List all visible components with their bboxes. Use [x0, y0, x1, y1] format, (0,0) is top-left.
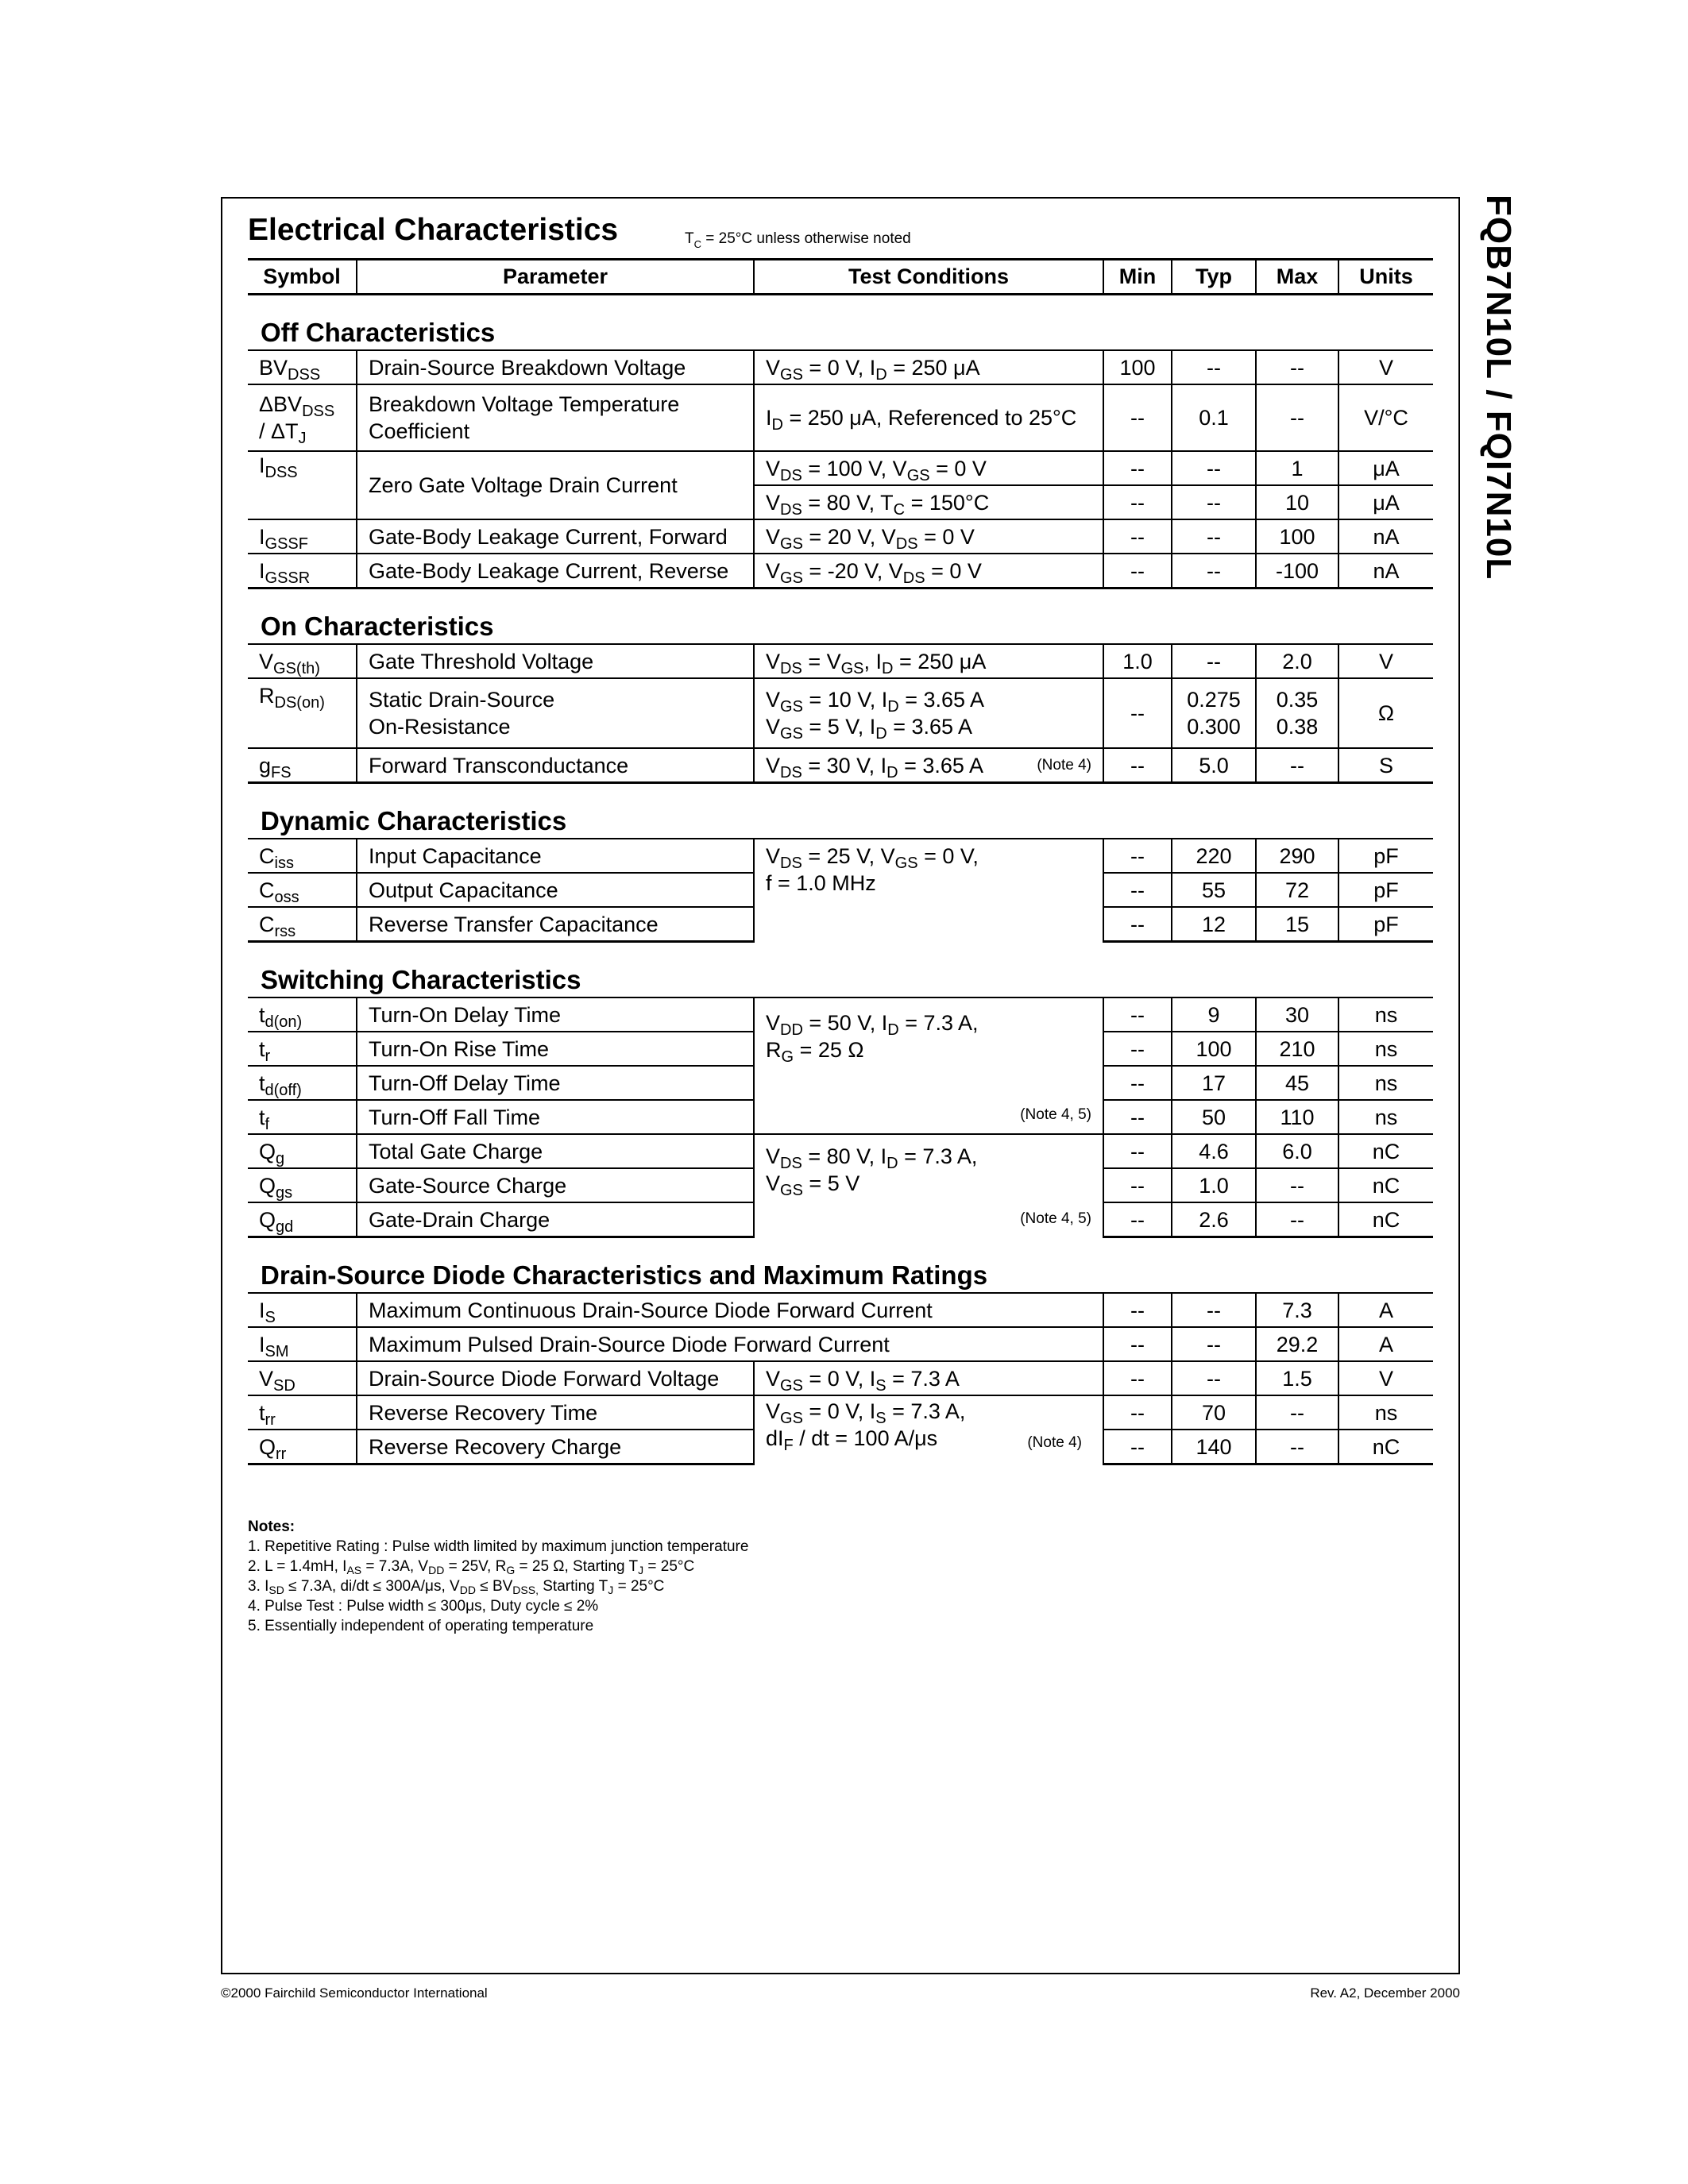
col-max: Max: [1256, 260, 1338, 295]
electrical-characteristics-table-wrap: [248, 258, 1433, 1465]
col-symbol: Symbol: [248, 260, 357, 295]
table-row: $Q_{gd}$ Gate-Drain Charge -- 2.6 -- nC: [248, 1202, 1433, 1237]
table-row: $C_{rss}$ Reverse Transfer Capacitance -- 12 15 pF: [248, 907, 1433, 942]
electrical-characteristics-table: [248, 258, 1433, 1465]
table-row: $g_{FS}$ Forward Transconductance $V_{DS} = 30$ V, $I_D = 3.65$ A (Note 4) -- 5.0 -- S: [248, 748, 1433, 783]
table-row: $I_S$ Maximum Continuous Drain-Source Diode Forward Current -- -- 7.3 A: [248, 1293, 1433, 1327]
table-row: $C_{iss}$ Input Capacitance $V_{DS} = 25$ V, $V_{GS} = 0$ V, f = 1.0 MHz -- 220 290 pF: [248, 839, 1433, 873]
col-typ: Typ: [1172, 260, 1256, 295]
note-4: 4. Pulse Test : Pulse width ≤ 300μs, Duty cycle ≤ 2%: [248, 1598, 599, 1615]
table-row: $t_{rr}$ Reverse Recovery Time $V_{GS} = 0$ V, $I_S = 7.3$ A, $dI_F$ / dt = 100 A/μs (Note 4) -- 70 -- ns: [248, 1395, 1433, 1430]
table-row: $t_r$ Turn-On Rise Time -- 100 210 ns: [248, 1032, 1433, 1066]
table-row: $V_{DS} = 80$ V, $T_C = 150^\circ C$ -- -- 10 μA: [248, 485, 1433, 519]
table-row: $V_{SD}$ Drain-Source Diode Forward Voltage $V_{GS} = 0$ V, $I_S = 7.3$ A -- -- 1.5 V: [248, 1361, 1433, 1395]
test-condition-note: $T_C = 25^\circ C$ unless otherwise noted: [685, 230, 911, 250]
col-parameter: Parameter: [357, 260, 754, 295]
table-row: $Q_g$ Total Gate Charge $V_{DS} = 80$ V, $I_D = 7.3$ A, $V_{GS} = 5$ V (Note 4, 5) -- 4.6 6.0 nC: [248, 1134, 1433, 1168]
section-title-diode: Drain-Source Diode Characteristics and Maximum Ratings: [261, 1260, 988, 1290]
part-number-side-title: FQB7N10L / FQI7N10L: [1479, 195, 1518, 581]
page-title: Electrical Characteristics: [248, 213, 619, 247]
table-row: $I_{GSSR}$ Gate-Body Leakage Current, Reverse $V_{GS} = -20$ V, $V_{DS} = 0$ V -- -- -100 nA: [248, 554, 1433, 588]
notes-block: [248, 1517, 748, 1636]
section-title-dynamic: Dynamic Characteristics: [261, 806, 567, 835]
section-title-on: On Characteristics: [261, 612, 494, 641]
table-row: $t_f$ Turn-Off Fall Time -- 50 110 ns: [248, 1100, 1433, 1134]
table-row: $R_{DS(on)}$ Static Drain-Source On-Resistance $V_{GS} = 10$ V, $I_D = 3.65$ A $V_{GS} = 5$ V, $I_D = 3.65$ A -- 0.275 0.300 0.35 0.38 Ω: [248, 678, 1433, 748]
table-row: $I_{GSSF}$ Gate-Body Leakage Current, Forward $V_{GS} = 20$ V, $V_{DS} = 0$ V -- -- 100 nA: [248, 519, 1433, 554]
table-row: $t_{d(on)}$ Turn-On Delay Time $V_{DD} = 50$ V, $I_D = 7.3$ A, $R_G = 25$ Ω (Note 4, 5) -- 9 30 ns: [248, 997, 1433, 1032]
section-title-switching: Switching Characteristics: [261, 965, 581, 994]
note-1: 1. Repetitive Rating : Pulse width limited by maximum junction temperature: [248, 1538, 749, 1555]
table-row: $Q_{rr}$ Reverse Recovery Charge -- 140 -- nC: [248, 1430, 1433, 1464]
table-header: [248, 260, 1433, 295]
table-row: $\Delta BV_{DSS}$ / $\Delta T_J$ Breakdown Voltage Temperature Coefficient $I_D = 250$ μA, Referenced to 25°C -- 0.1 -- V/°C: [248, 384, 1433, 451]
footer-revision: Rev. A2, December 2000: [1310, 1985, 1460, 2001]
table-row: $Q_{gs}$ Gate-Source Charge -- 1.0 -- nC: [248, 1168, 1433, 1202]
table-row: $t_{d(off)}$ Turn-Off Delay Time -- 17 45 ns: [248, 1066, 1433, 1100]
note-3: 3. $I_{SD} \le 7.3A$, di/dt ≤ 300A/μs, $V_{DD} \le BV_{DSS,}$ Starting $T_J = 25^\circ C$: [248, 1578, 665, 1596]
note-5: 5. Essentially independent of operating temperature: [248, 1618, 594, 1634]
col-min: Min: [1103, 260, 1172, 295]
col-test-conditions: Test Conditions: [754, 260, 1103, 295]
section-title-off: Off Characteristics: [261, 318, 496, 347]
col-units: Units: [1338, 260, 1433, 295]
table-row: $V_{GS(th)}$ Gate Threshold Voltage $V_{DS} = V_{GS}$, $I_D = 250$ μA 1.0 -- 2.0 V: [248, 644, 1433, 678]
notes-title: Notes:: [248, 1518, 295, 1535]
table-row: $I_{SM}$ Maximum Pulsed Drain-Source Diode Forward Current -- -- 29.2 A: [248, 1327, 1433, 1361]
footer-copyright: ©2000 Fairchild Semiconductor International: [221, 1985, 488, 2001]
table-row: $BV_{DSS}$ Drain-Source Breakdown Voltage $V_{GS} = 0$ V, $I_D = 250$ μA 100 -- -- V: [248, 350, 1433, 384]
note-2: 2. L = 1.4mH, $I_{AS} = 7.3A$, $V_{DD} = 25V$, $R_G = 25$ Ω, Starting $T_J = 25^\circ C$: [248, 1558, 695, 1576]
table-row: $C_{oss}$ Output Capacitance -- 55 72 pF: [248, 873, 1433, 907]
table-row: $I_{DSS}$ Zero Gate Voltage Drain Current $V_{DS} = 100$ V, $V_{GS} = 0$ V -- -- 1 μA: [248, 451, 1433, 485]
